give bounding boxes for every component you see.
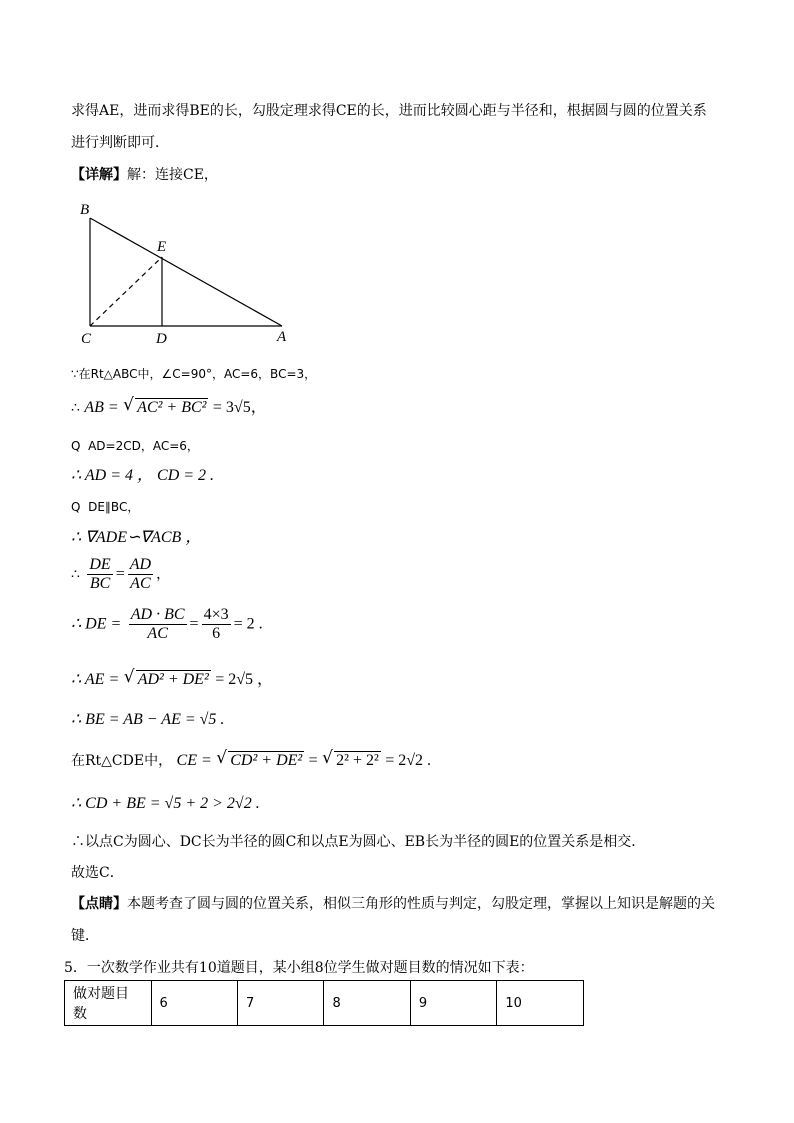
de-prefix: ∴ DE = (71, 615, 122, 633)
ratio-line: ∴ $\frac{DE}{BC}$ = $\frac{AD}{AC}$ ， (71, 556, 171, 592)
ce-tail: = 2√2 . (385, 752, 432, 769)
ae-line (71, 670, 273, 690)
similar-line: ∴ ∇ADE∽∇ACB ， (71, 529, 202, 546)
intro-line-2: 进行判断即可． (71, 135, 169, 151)
table-cell: 8 (324, 981, 410, 1026)
question-5: 5．一次数学作业共有10道题目，某小组8位学生做对题目数的情况如下表： (64, 960, 534, 976)
comment-line-1 (71, 894, 715, 914)
be-line: ∴ BE = AB − AE = √5 . (71, 711, 225, 728)
segment-ce-dashed (90, 257, 162, 326)
cd-be-line: ∴ CD + BE = √5 + 2 > 2√2 . (71, 795, 260, 812)
ab-lhs: AB = (84, 399, 119, 416)
conclusion-line: ∴以点C为圆心、DC长为半径的圆C和以点E为圆心、EB长为半径的圆E的位置关系是相交． (71, 834, 646, 850)
comment-text: 本题考查了圆与圆的位置关系，相似三角形的性质与判定，勾股定理，掌握以上知识是解题的关 (127, 896, 715, 912)
ae-tail: = 2√5 ， (215, 671, 273, 688)
ce-radical-1: √ CD² + DE² (218, 751, 304, 771)
ratio-therefore: ∴ (71, 566, 80, 583)
q1-mark: Q (71, 439, 81, 453)
de-fraction-1: $\frac{AD \cdot BC}{AC}$ (130, 606, 185, 642)
q2-line (71, 497, 139, 517)
ratio-fraction-2: $\frac{AD}{AC}$ (129, 556, 152, 592)
ae-prefix: ∴ AE = (71, 671, 120, 688)
ce-prefix: 在Rt△CDE中， (71, 753, 173, 769)
table-row (65, 981, 584, 1026)
ce-lhs: CE = (176, 752, 212, 769)
ratio-fraction-1: $\frac{DE}{BC}$ (89, 556, 111, 592)
therefore-symbol: ∴ (71, 400, 80, 416)
table-cell: 9 (410, 981, 496, 1026)
detail-label: 【详解】 (71, 167, 127, 183)
ae-radical: √ AD² + DE² (126, 670, 211, 690)
table-cell: 10 (497, 981, 584, 1026)
table-cell: 7 (237, 981, 323, 1026)
label-a: A (277, 329, 287, 345)
comment-line-2: 键． (71, 928, 99, 944)
label-c: C (81, 331, 92, 347)
answer-line: 故选C． (71, 865, 124, 881)
label-b: B (80, 202, 90, 218)
ab-radical: √ AC² + BC² (125, 398, 208, 418)
de-line: ∴ DE = $\frac{AD \cdot BC}{AC}$ = $\frac{4\times 3}{6}$ = 2 . (71, 606, 263, 642)
triangle-figure (70, 198, 300, 348)
label-e: E (157, 239, 167, 255)
ab-rhs: = 3√5， (212, 399, 267, 416)
label-d: D (156, 331, 167, 347)
q2-text: DE∥BC， (88, 500, 140, 514)
comment-label: 【点睛】 (71, 896, 127, 912)
de-fraction-2: $\frac{4\times 3}{6}$ (203, 606, 229, 642)
q1-line (71, 436, 199, 456)
ce-line: 在Rt△CDE中， CE = √ CD² + DE² = √ 2² + 2² = 2√2 . (71, 751, 431, 771)
detail-line (71, 165, 218, 185)
given-line: ∵在Rt△ABC中，∠C=90°，AC=6，BC=3， (71, 367, 317, 381)
q1-text: AD=2CD，AC=6， (88, 439, 199, 453)
ab-line (71, 398, 267, 418)
ce-radical-2: √ 2² + 2² (324, 751, 381, 771)
q2-mark: Q (71, 500, 81, 514)
table-cell: 6 (151, 981, 237, 1026)
intro-line-1: 求得AE，进而求得BE的长，勾股定理求得CE的长，进而比较圆心距与半径和，根据圆与圆的位置关系 (71, 103, 707, 119)
table-header-cell: 做对题目数 (65, 981, 152, 1026)
score-table (64, 980, 584, 1026)
side-ab (90, 218, 282, 326)
detail-text: 解：连接CE， (127, 167, 218, 183)
ad-cd-line: ∴ AD = 4 ， CD = 2 . (71, 467, 215, 484)
